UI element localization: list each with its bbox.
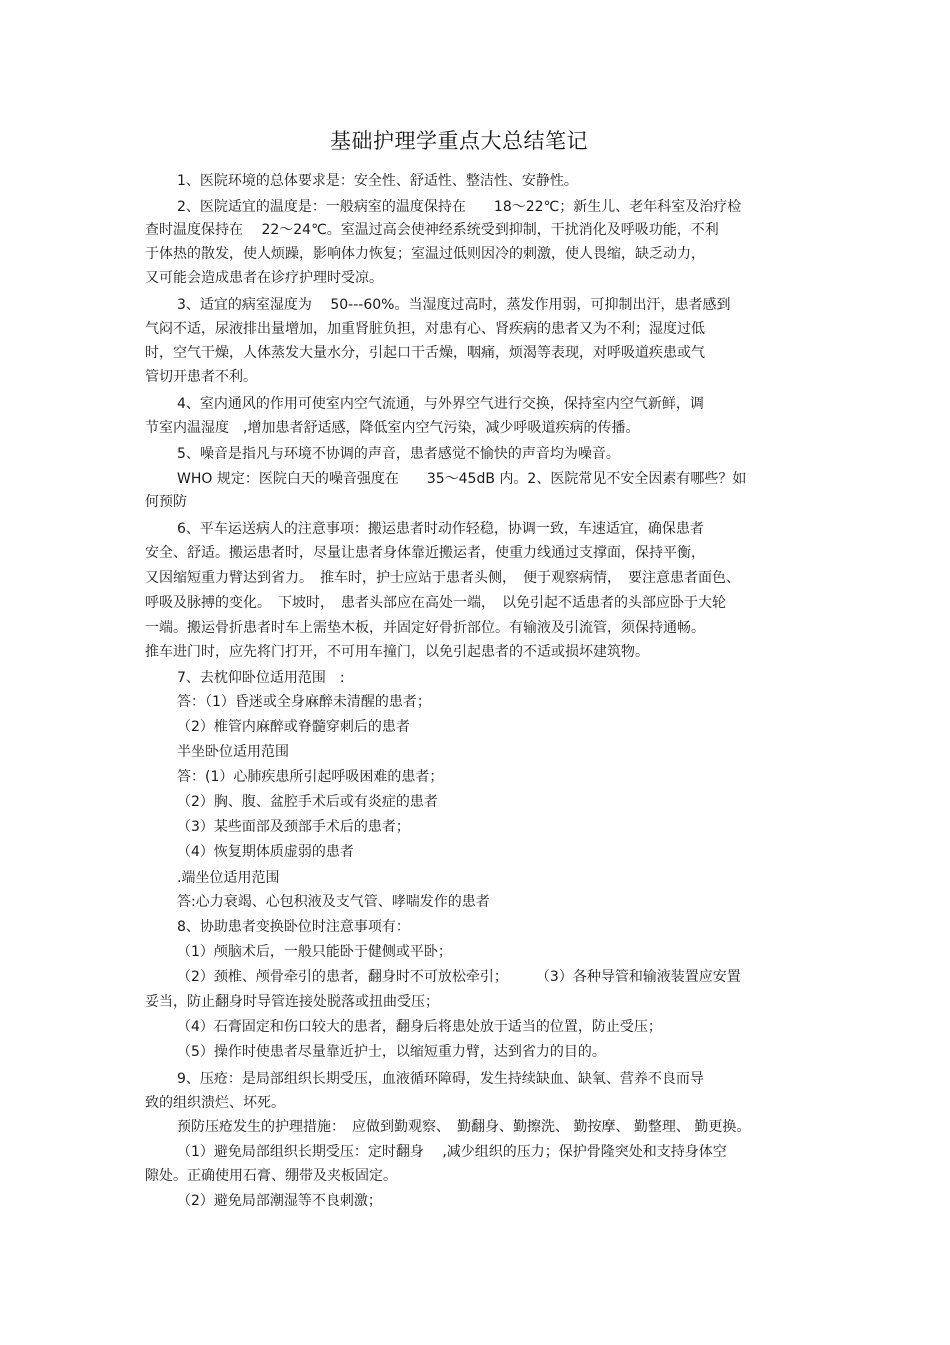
text-line: （3）某些面部及颈部手术后的患者； (177, 819, 410, 835)
text-line: 预防压疮发生的护理措施： 应做到勤观察、 勤翻身、勤擦洗、 勤按摩、 勤整理、 勤更换。 (177, 1119, 751, 1135)
text-line: 气闷不适，尿液排出量增加，加重肾脏负担，对患有心、肾疾病的患者又为不利；湿度过低 (145, 321, 705, 337)
text-line: （5）操作时使患者尽量靠近护士，以缩短重力臂，达到省力的目的。 (177, 1044, 606, 1060)
text-line: 隙处。正确使用石膏、绷带及夹板固定。 (145, 1168, 397, 1184)
text-line: （1）颅脑术后，一般只能卧于健侧或平卧； (177, 944, 452, 960)
text-line: 安全、舒适。搬运患者时，尽量让患者身体靠近搬运者，使重力线通过支撑面，保持平衡， (145, 545, 705, 561)
text-line: 2、医院适宜的温度是：一般病室的温度保持在 18～22℃；新生儿、老年科室及治疗检 (177, 199, 742, 215)
text-line: WHO 规定：医院白天的噪音强度在 35～45dB 内。2、医院常见不安全因素有哪些？如 (177, 471, 747, 487)
text-line: 答：(1）心肺疾患所引起呼吸困难的患者； (177, 769, 444, 785)
text-line: 半坐卧位适用范围 (177, 744, 289, 760)
text-line: （4）石膏固定和伤口较大的患者，翻身后将患处放于适当的位置，防止受压； (177, 1019, 662, 1035)
text-line: （2）椎管内麻醉或脊髓穿刺后的患者 (177, 719, 410, 735)
text-line: 9、压疮：是局部组织长期受压，血液循环障碍，发生持续缺血、缺氧、营养不良而导 (177, 1071, 704, 1087)
text-line: 答：（1）昏迷或全身麻醉未清醒的患者； (177, 694, 431, 710)
text-line: 管切开患者不利。 (145, 369, 257, 385)
text-line: 8、协助患者变换卧位时注意事项有： (177, 919, 410, 935)
text-line: 何预防 (145, 494, 187, 510)
text-line: 又可能会造成患者在诊疗护理时受凉。 (145, 270, 383, 286)
text-line: 查时温度保持在 22～24℃。室温过高会使神经系统受到抑制，干扰消化及呼吸功能，不利 (145, 222, 719, 238)
text-line: 3、适宜的病室湿度为 50---60%。当湿度过高时，蒸发作用弱，可抑制出汗，患者感到 (177, 297, 731, 313)
text-line: 妥当，防止翻身时导管连接处脱落或扭曲受压； (145, 994, 439, 1010)
text-line: 4、室内通风的作用可使室内空气流通，与外界空气进行交换，保持室内空气新鲜，调 (177, 396, 704, 412)
text-line: 1、医院环境的总体要求是：安全性、舒适性、整洁性、安静性。 (177, 173, 578, 189)
text-line: 节室内温湿度 ,增加患者舒适感，降低室内空气污染，减少呼吸道疾病的传播。 (145, 420, 640, 436)
text-line: 致的组织溃烂、坏死。 (145, 1095, 285, 1111)
text-line: （1）避免局部组织长期受压：定时翻身 ,减少组织的压力；保护骨隆突处和支持身体空 (177, 1144, 727, 1160)
text-line: 答:心力衰竭、心包积液及支气管、哮喘发作的患者 (177, 894, 490, 910)
page-title: 基础护理学重点大总结笔记 (330, 129, 588, 153)
text-line: （4）恢复期体质虚弱的患者 (177, 844, 354, 860)
text-line: （2）颈椎、颅骨牵引的患者，翻身时不可放松牵引； （3）各种导管和输液装置应安置 (177, 969, 741, 985)
text-line: 5、噪音是指凡与环境不协调的声音，患者感觉不愉快的声音均为噪音。 (177, 446, 620, 462)
text-line: 6、平车运送病人的注意事项：搬运患者时动作轻稳，协调一致，车速适宜，确保患者 (177, 521, 704, 537)
text-line: （2）胸、腹、盆腔手术后或有炎症的患者 (177, 794, 438, 810)
text-line: 推车进门时，应先将门打开，不可用车撞门，以免引起患者的不适或损坏建筑物。 (145, 644, 649, 660)
text-line: 7、去枕仰卧位适用范围 : (177, 670, 345, 686)
text-line: 时，空气干燥，人体蒸发大量水分，引起口干舌燥，咽痛，烦渴等表现，对呼吸道疾患或气 (145, 345, 705, 361)
text-line: .端坐位适用范围 (177, 870, 280, 886)
text-line: 又因缩短重力臂达到省力。 推车时，护士应站于患者头侧， 便于观察病情， 要注意患者面色、 (145, 570, 740, 586)
text-line: （2）避免局部潮湿等不良刺激； (177, 1193, 382, 1209)
text-line: 呼吸及脉搏的变化。 下坡时， 患者头部应在高处一端， 以免引起不适患者的头部应卧于大轮 (145, 595, 726, 611)
text-line: 于体热的散发，使人烦躁，影响体力恢复；室温过低则因冷的刺激，使人畏缩，缺乏动力， (145, 246, 705, 262)
text-line: 一端。搬运骨折患者时车上需垫木板，并固定好骨折部位。有输液及引流管，须保持通畅。 (145, 620, 705, 636)
